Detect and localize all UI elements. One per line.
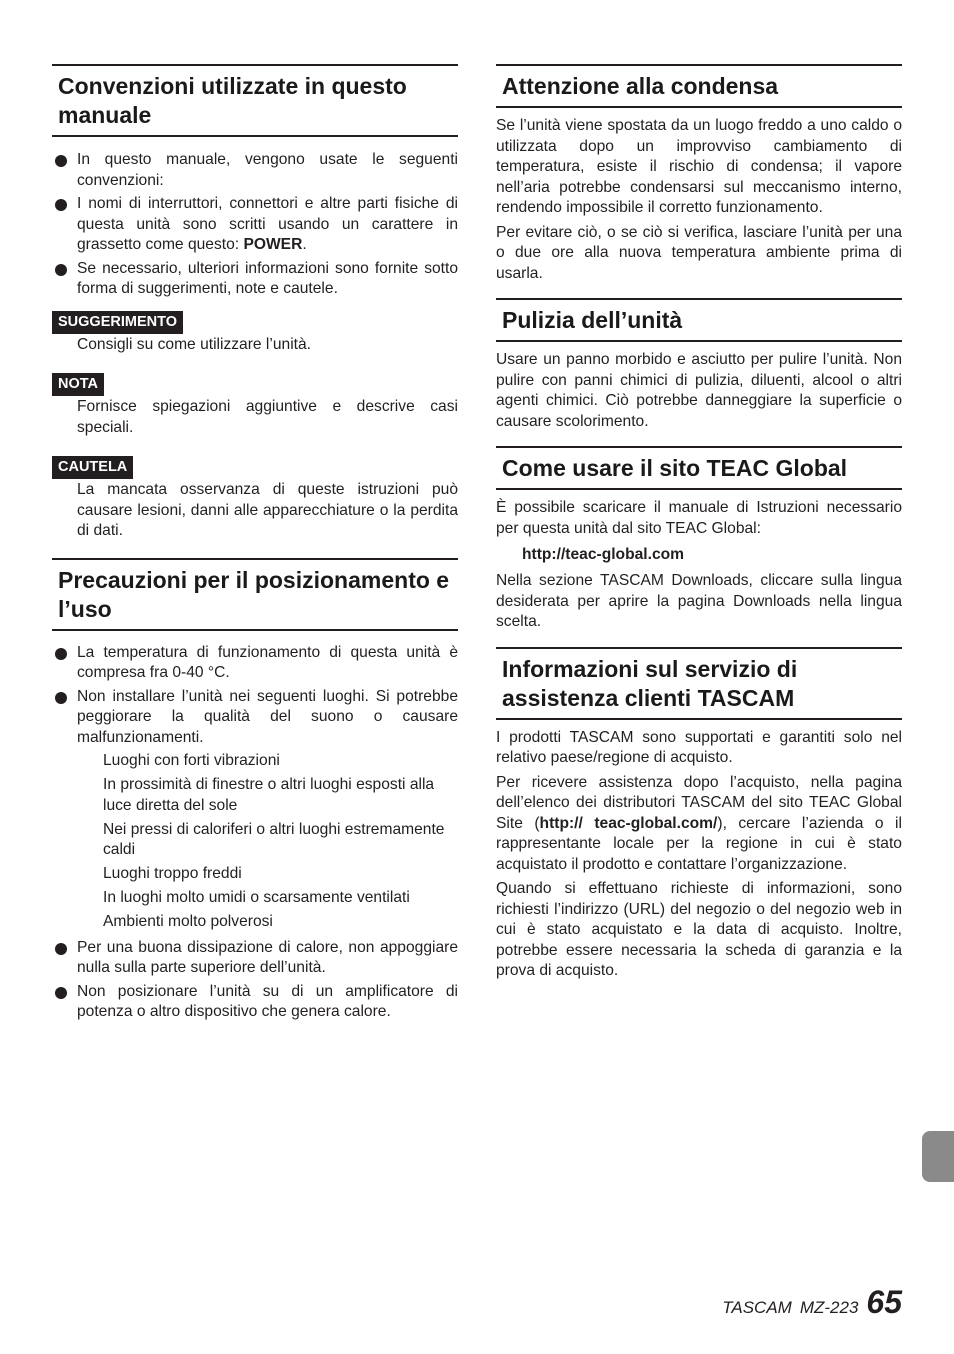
place-item: Luoghi con forti vibrazioni [103, 752, 280, 769]
section-title-cleaning: Pulizia dell’unità [496, 298, 902, 342]
teac-paragraph-2: Nella sezione TASCAM Downloads, cliccare sulla lingua desiderata per aprire la pagina Downloads nella lingua scelta. [496, 572, 902, 630]
place-item: In luoghi molto umidi o scarsamente ventilati [103, 889, 410, 906]
precautions-list [52, 643, 458, 749]
bullet-icon [55, 943, 67, 955]
place-item: Nei pressi di caloriferi o altri luoghi estremamente caldi [103, 820, 445, 858]
condensation-paragraph-2: Per evitare ciò, o se ciò si verifica, lasciare l’unità per una o due ore alla nuova temperatura ambiente prima di usarla. [496, 223, 902, 282]
bullet-icon [55, 648, 67, 660]
place-item: In prossimità di finestre o altri luoghi esposti alla luce diretta del sole [103, 776, 435, 814]
page-number: 65 [866, 1284, 902, 1320]
section-thumb-tab [922, 1131, 954, 1182]
condensation-paragraph-1: Se l’unità viene spostata da un luogo freddo a uno caldo o utilizzata dopo un improvviso cambiamento di temperatura, esiste il rischio di condensa; il vapore nell’aria potrebbe condensarsi sul meccanismo interno, rendendo impossibile il corretto funzionamento. [496, 117, 902, 216]
service-paragraph-3: Quando si effettuano richieste di informazioni, sono richiesti l’indirizzo (URL) del negozio o del negozio web in cui è stato acquistato e la data di acquisto. Inoltre, potrebbe essere necessaria la scheda di garanzia e la prova di acquisto. [496, 880, 902, 979]
teac-global-link[interactable]: http://teac-global.com [522, 546, 685, 563]
note-badge: NOTA [52, 373, 104, 396]
note-text: Fornisce spiegazioni aggiuntive e descrive casi speciali. [77, 398, 458, 436]
list-item: I nomi di interruttori, connettori e altre parti fisiche di questa unità sono scritti usando un carattere in grassetto come questo: POWER. [52, 194, 458, 256]
service-link[interactable]: http:// teac-global.com/ [539, 814, 718, 832]
bullet-icon [55, 692, 67, 704]
section-title-teac-global: Come usare il sito TEAC Global [496, 446, 902, 490]
tip-text: Consigli su come utilizzare l’unità. [77, 335, 312, 353]
page-footer [722, 1284, 902, 1321]
list-item: Non posizionare l’unità su di un amplificatore di potenza o altro dispositivo che genera calore. [52, 982, 458, 1023]
section-title-customer-service: Informazioni sul servizio di assistenza clienti TASCAM [496, 647, 902, 720]
power-label: POWER [243, 236, 303, 253]
service-paragraph-1: I prodotti TASCAM sono supportati e garantiti solo nel relativo paese/regione di acquisto. [496, 728, 902, 766]
bullet-icon [55, 987, 67, 999]
conventions-list [52, 150, 458, 300]
tip-badge: SUGGERIMENTO [52, 311, 183, 334]
bullet-icon [55, 264, 67, 276]
teac-paragraph-1: È possibile scaricare il manuale di Istruzioni necessario per questa unità dal sito TEAC Global: [496, 499, 902, 537]
bullet-icon [55, 199, 67, 211]
list-item: La temperatura di funzionamento di questa unità è compresa fra 0-40 °C. [52, 643, 458, 684]
list-item: In questo manuale, vengono usate le seguenti convenzioni: [52, 150, 458, 191]
places-list [52, 751, 458, 933]
list-item: Se necessario, ulteriori informazioni sono fornite sotto forma di suggerimenti, note e cautele. [52, 259, 458, 300]
left-column [52, 64, 458, 1026]
section-title-condensation: Attenzione alla condensa [496, 64, 902, 108]
section-title-conventions: Convenzioni utilizzate in questo manuale [52, 64, 458, 137]
precautions-list-2 [52, 938, 458, 1023]
caution-badge: CAUTELA [52, 456, 133, 479]
section-title-precautions: Precauzioni per il posizionamento e l’uso [52, 558, 458, 631]
service-paragraph-2: Per ricevere assistenza dopo l’acquisto, nella pagina dell’elenco dei distributori TASCAM del sito TEAC Global Site (http:// teac-global.com/), cercare l’azienda o il rappresentante locale per la regione in cui è stato acquistato il prodotto e contattare l’organizzazione. [496, 773, 902, 873]
right-column [496, 64, 902, 986]
footer-brand: TASCAM [722, 1298, 792, 1317]
cleaning-paragraph: Usare un panno morbido e asciutto per pulire l’unità. Non pulire con panni chimici di pulizia, diluenti, alcool o altri agenti chimici. Ciò potrebbe danneggiare la superficie o causare scolorimento. [496, 351, 902, 430]
footer-model: MZ-223 [799, 1298, 859, 1317]
place-item: Luoghi troppo freddi [103, 865, 242, 882]
bullet-icon [55, 155, 67, 167]
caution-text: La mancata osservanza di queste istruzioni può causare lesioni, danni alle apparecchiature o la perdita di dati. [77, 481, 458, 539]
place-item: Ambienti molto polverosi [103, 913, 273, 930]
list-item: Per una buona dissipazione di calore, non appoggiare nulla sulla parte superiore dell’unità. [52, 938, 458, 979]
list-item: Non installare l’unità nei seguenti luoghi. Si potrebbe peggiorare la qualità del suono o causare malfunzionamenti. [52, 687, 458, 749]
